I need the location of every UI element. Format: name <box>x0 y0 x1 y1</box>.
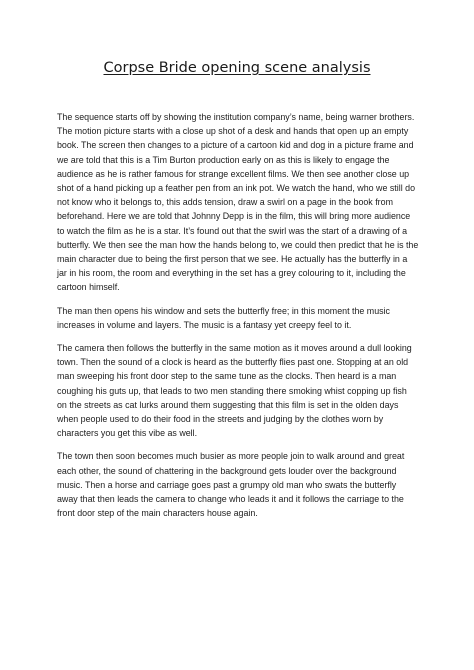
page-title: Corpse Bride opening scene analysis <box>103 60 371 76</box>
paragraph-3: The camera then follows the butterfly in the same motion as it moves around a dull looking town. Then the sound of a clock is heard as the butterfly flies past one. Stopping at an old man sweeping his front door step to the same tune as the clocks. Then heard is a man coughing his guts up, that leads to two men standing there smoking whist copping up fish on the streets as cat lurks around them suggesting that this film is set in the olden days when people used to do their food in the streets and judging by the clothes worn by characters you get this vibe as well. <box>57 343 412 439</box>
paragraph-1: The sequence starts off by showing the institution company’s name, being warner brothers. The motion picture starts with a close up shot of a desk and hands that open up an empty book. The screen then changes to a picture of a cartoon kid and dog in a picture frame and we are told that this is a Tim Burton production early on as this is likely to engage the audience as he is rather famous for strange excellent films. We then see another close up shot of a hand picking up a feather pen from an ink pot. We watch the hand, who we still do not know who it belongs to, this adds tension, draw a swirl on a page in the book from beforehand. Here we are told that Johnny Depp is in the film, this will bring more audience to watch the film as he is a star. It’s found out that the swirl was the start of a drawing of a butterfly. We then see the man how the hands belong to, we could then predict that he is the main character due to being the first person that we see. He actually has the butterfly in a jar in his room, the room and everything in the set has a grey colouring to it, including the cartoon himself. <box>57 112 419 293</box>
document-body <box>57 110 419 529</box>
paragraph-2: The man then opens his window and sets the butterfly free; in this moment the music increases in volume and layers. The music is a fantasy yet creepy feel to it. <box>57 305 390 330</box>
paragraph-4: The town then soon becomes much busier as more people join to walk around and great each other, the sound of chattering in the background gets louder over the background music. Then a horse and carriage goes past a grumpy old man who swats the butterfly away that then leads the camera to change who leads it and it follows the carriage to the front door step of the main characters house again. <box>57 451 405 519</box>
